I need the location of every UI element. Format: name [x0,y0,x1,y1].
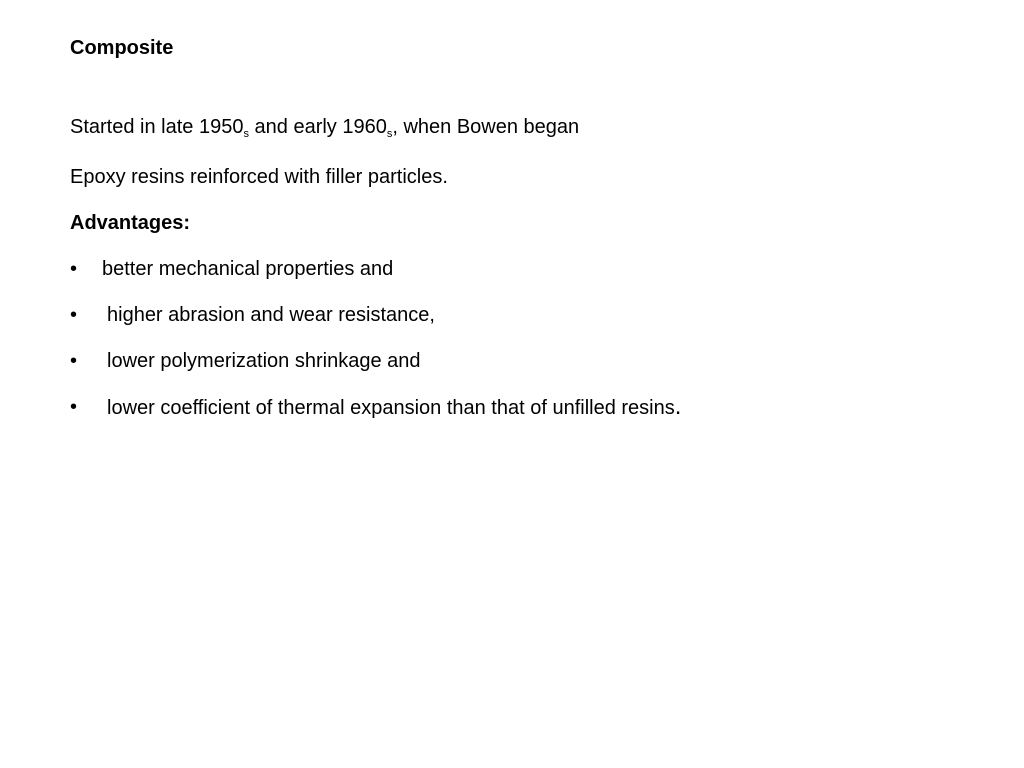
advantages-heading: Advantages: [70,212,191,234]
final-period: . [674,393,682,420]
slide-title: Composite [70,37,174,59]
description-line: Epoxy resins reinforced with filler particles. [70,166,448,188]
decade-suffix-1950: s [243,128,249,140]
bullet-icon: • [70,396,78,418]
list-item-text: better mechanical properties and [102,258,394,280]
bullet-icon: • [70,350,78,372]
history-text-start: Started in late 1950 [70,116,244,138]
bullet-icon: • [70,304,78,326]
list-item-text: higher abrasion and wear resistance, [107,304,435,326]
list-item-text: lower coefficient of thermal expansion than that of unfilled resins [107,397,675,419]
bullet-icon: • [70,258,78,280]
history-text-end: , when Bowen began [392,116,580,138]
list-item-text-wrapper [107,395,681,420]
history-text-middle: and early 1960 [248,116,387,138]
list-item-text: lower polymerization shrinkage and [107,350,421,372]
history-line [70,115,579,139]
decade-suffix-1960: s [386,128,393,140]
